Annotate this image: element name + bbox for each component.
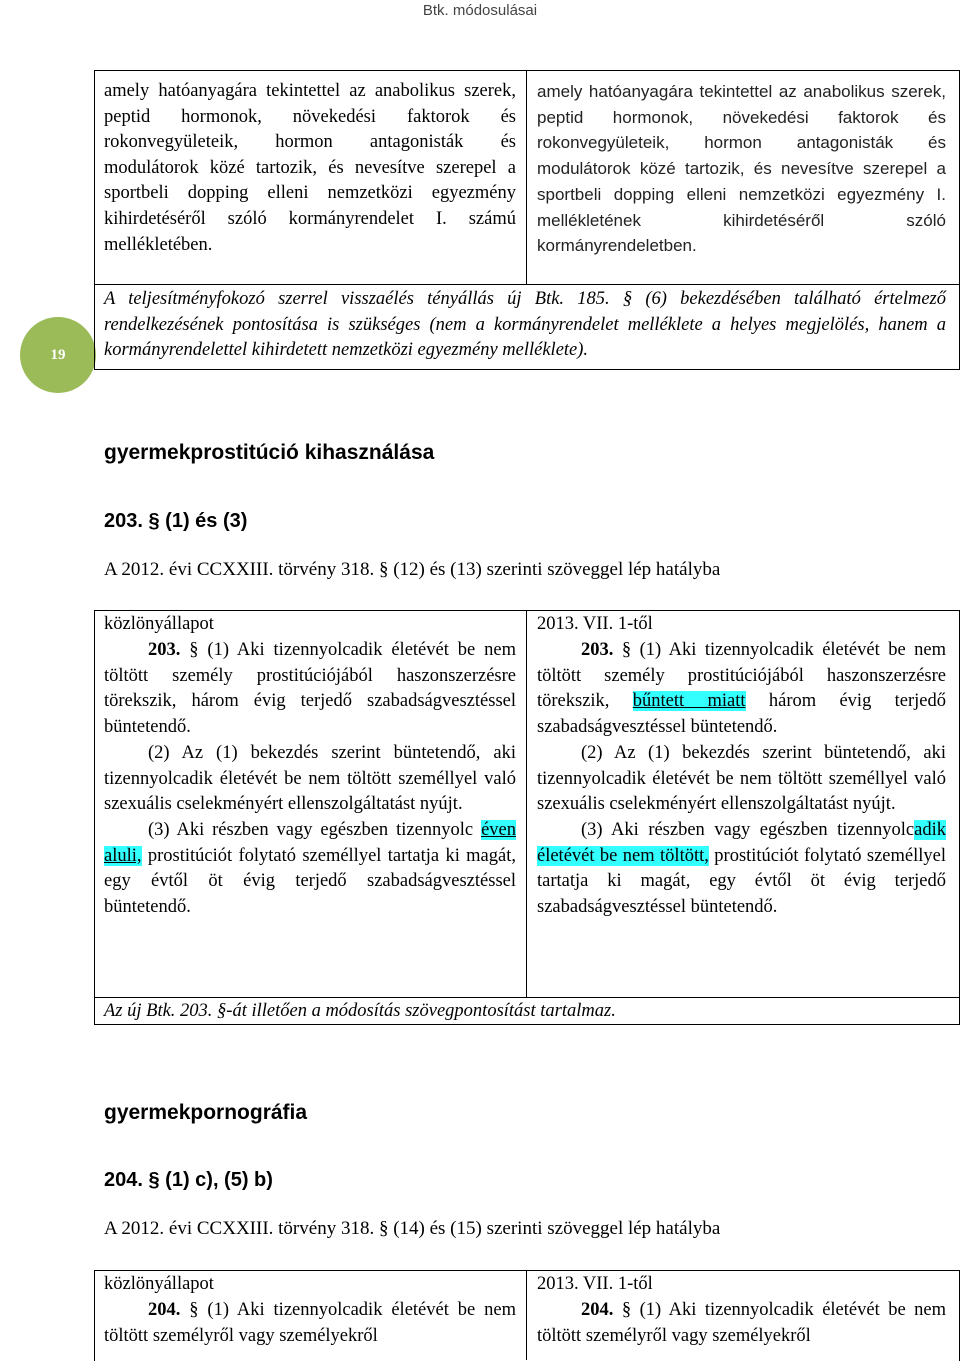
section-effect-2: A 2012. évi CCXXIII. törvény 318. § (14) és (15) szerinti szöveggel lép hatályba xyxy=(104,1218,721,1239)
section-ref-1: 203. § (1) és (3) xyxy=(104,510,248,532)
table-204-divider xyxy=(526,1270,527,1360)
table-203-note: Az új Btk. 203. §-át illetően a módosítás szövegpontosítást tartalmaz. xyxy=(104,1001,616,1021)
right-204-para-1: § (1) Aki tizennyolcadik életévét be nem töltött személyről vagy személyekről xyxy=(537,1300,946,1346)
page-number-badge: 19 xyxy=(20,317,96,393)
top-left-cell: amely hatóanyagára tekintettel az anabolikus szerek, peptid hormonok, növekedési faktorok és rokonvegyületeik, hormon antagonisták és modulátorok közé tartozik, és nevesítve szerepel a sportbeli dopping elleni nemzetközi egyezmény kihirdetéséről szóló kormányrendelet I. számú mellékletében. xyxy=(104,81,516,255)
top-table-divider xyxy=(526,70,527,284)
table-203-right-text xyxy=(537,638,946,921)
left-para-3-highlight: éven aluli, xyxy=(104,819,516,866)
right-para-3-highlight: adik életévét be nem töltött, xyxy=(537,819,946,866)
left-para-3b: prostitúciót folytató személlyel tartatja ki magát, egy évtől öt évig terjedő szabadságvesztéssel büntetendő. xyxy=(104,845,516,918)
left-204-para-1: § (1) Aki tizennyolcadik életévét be nem töltött személyről vagy személyekről xyxy=(104,1300,516,1346)
top-right-cell: amely hatóanyagára tekintettel az anabolikus szerek, peptid hormonok, növekedési faktorok és rokonvegyületeik, hormon antagonisták és modulátorok közé tartozik, és nevesítve szerepel a sportbeli dopping elleni nemzetközi egyezmény I. mellékletének kihirdetéséről szóló kormányrendeletben. xyxy=(537,82,946,256)
section-ref-2: 204. § (1) c), (5) b) xyxy=(104,1169,273,1191)
right-para-1b: három évig terjedő szabadságvesztéssel büntetendő. xyxy=(537,691,947,738)
right-para-1a: § (1) Aki tizennyolcadik életévét be nem töltött személy prostitúciójából haszonszerzésre törekszik, xyxy=(537,640,946,712)
table-203-left-text xyxy=(104,638,516,921)
right-204-number: 204. xyxy=(581,1300,614,1320)
table-203-divider xyxy=(526,610,527,997)
right-para-3b: prostitúciót folytató személlyel tartatja ki magát, egy évtől öt évig terjedő szabadságvesztéssel büntetendő. xyxy=(537,845,947,918)
right-para-2: (2) Az (1) bekezdés szerint büntetendő, aki tizennyolcadik életévét be nem töltött személlyel való szexuális cselekményért ellenszolgáltatást nyújt. xyxy=(537,742,946,815)
top-table-row-divider xyxy=(94,284,959,285)
table-204-left-text xyxy=(104,1298,516,1349)
left-para-number: 203. xyxy=(148,640,181,660)
table-204-left-head: közlönyállapot xyxy=(104,1274,214,1294)
left-para-3a: (3) Aki részben vagy egészben tizennyolc xyxy=(148,819,482,840)
right-para-3a: (3) Aki részben vagy egészben tizennyolc xyxy=(581,819,915,840)
right-para-number: 203. xyxy=(581,640,614,660)
table-204-right-head: 2013. VII. 1-től xyxy=(537,1274,653,1294)
right-para-1-highlight: bűntett miatt xyxy=(632,691,746,712)
table-203-right-head: 2013. VII. 1-től xyxy=(537,614,653,634)
section-title-1: gyermekprostitúció kihasználása xyxy=(104,441,435,464)
section-effect-1: A 2012. évi CCXXIII. törvény 318. § (12) és (13) szerinti szöveggel lép hatályba xyxy=(104,559,721,580)
page-header: Btk. módosulásai xyxy=(422,2,538,19)
table-204-right-text xyxy=(537,1298,946,1349)
section-title-2: gyermekpornográfia xyxy=(104,1101,308,1124)
left-para-1: § (1) Aki tizennyolcadik életévét be nem töltött személy prostitúciójából haszonszerzésre törekszik, három évig terjedő szabadságvesztéssel büntetendő. xyxy=(104,640,516,738)
left-para-2: (2) Az (1) bekezdés szerint büntetendő, aki tizennyolcadik életévét be nem töltött személlyel való szexuális cselekményért ellenszolgáltatást nyújt. xyxy=(104,742,516,815)
table-203-left-head: közlönyállapot xyxy=(104,614,214,634)
top-note: A teljesítményfokozó szerrel visszaélés tényállás új Btk. 185. § (6) bekezdésében található értelmező rendelkezésének pontosítása is szükséges (nem a kormányrendelet melléklete a helyes megjelölés, hanem a kormányrendelettel kihirdetett nemzetközi egyezmény melléklete). xyxy=(104,289,946,361)
table-203-row-divider xyxy=(94,997,959,998)
left-204-number: 204. xyxy=(148,1300,181,1320)
